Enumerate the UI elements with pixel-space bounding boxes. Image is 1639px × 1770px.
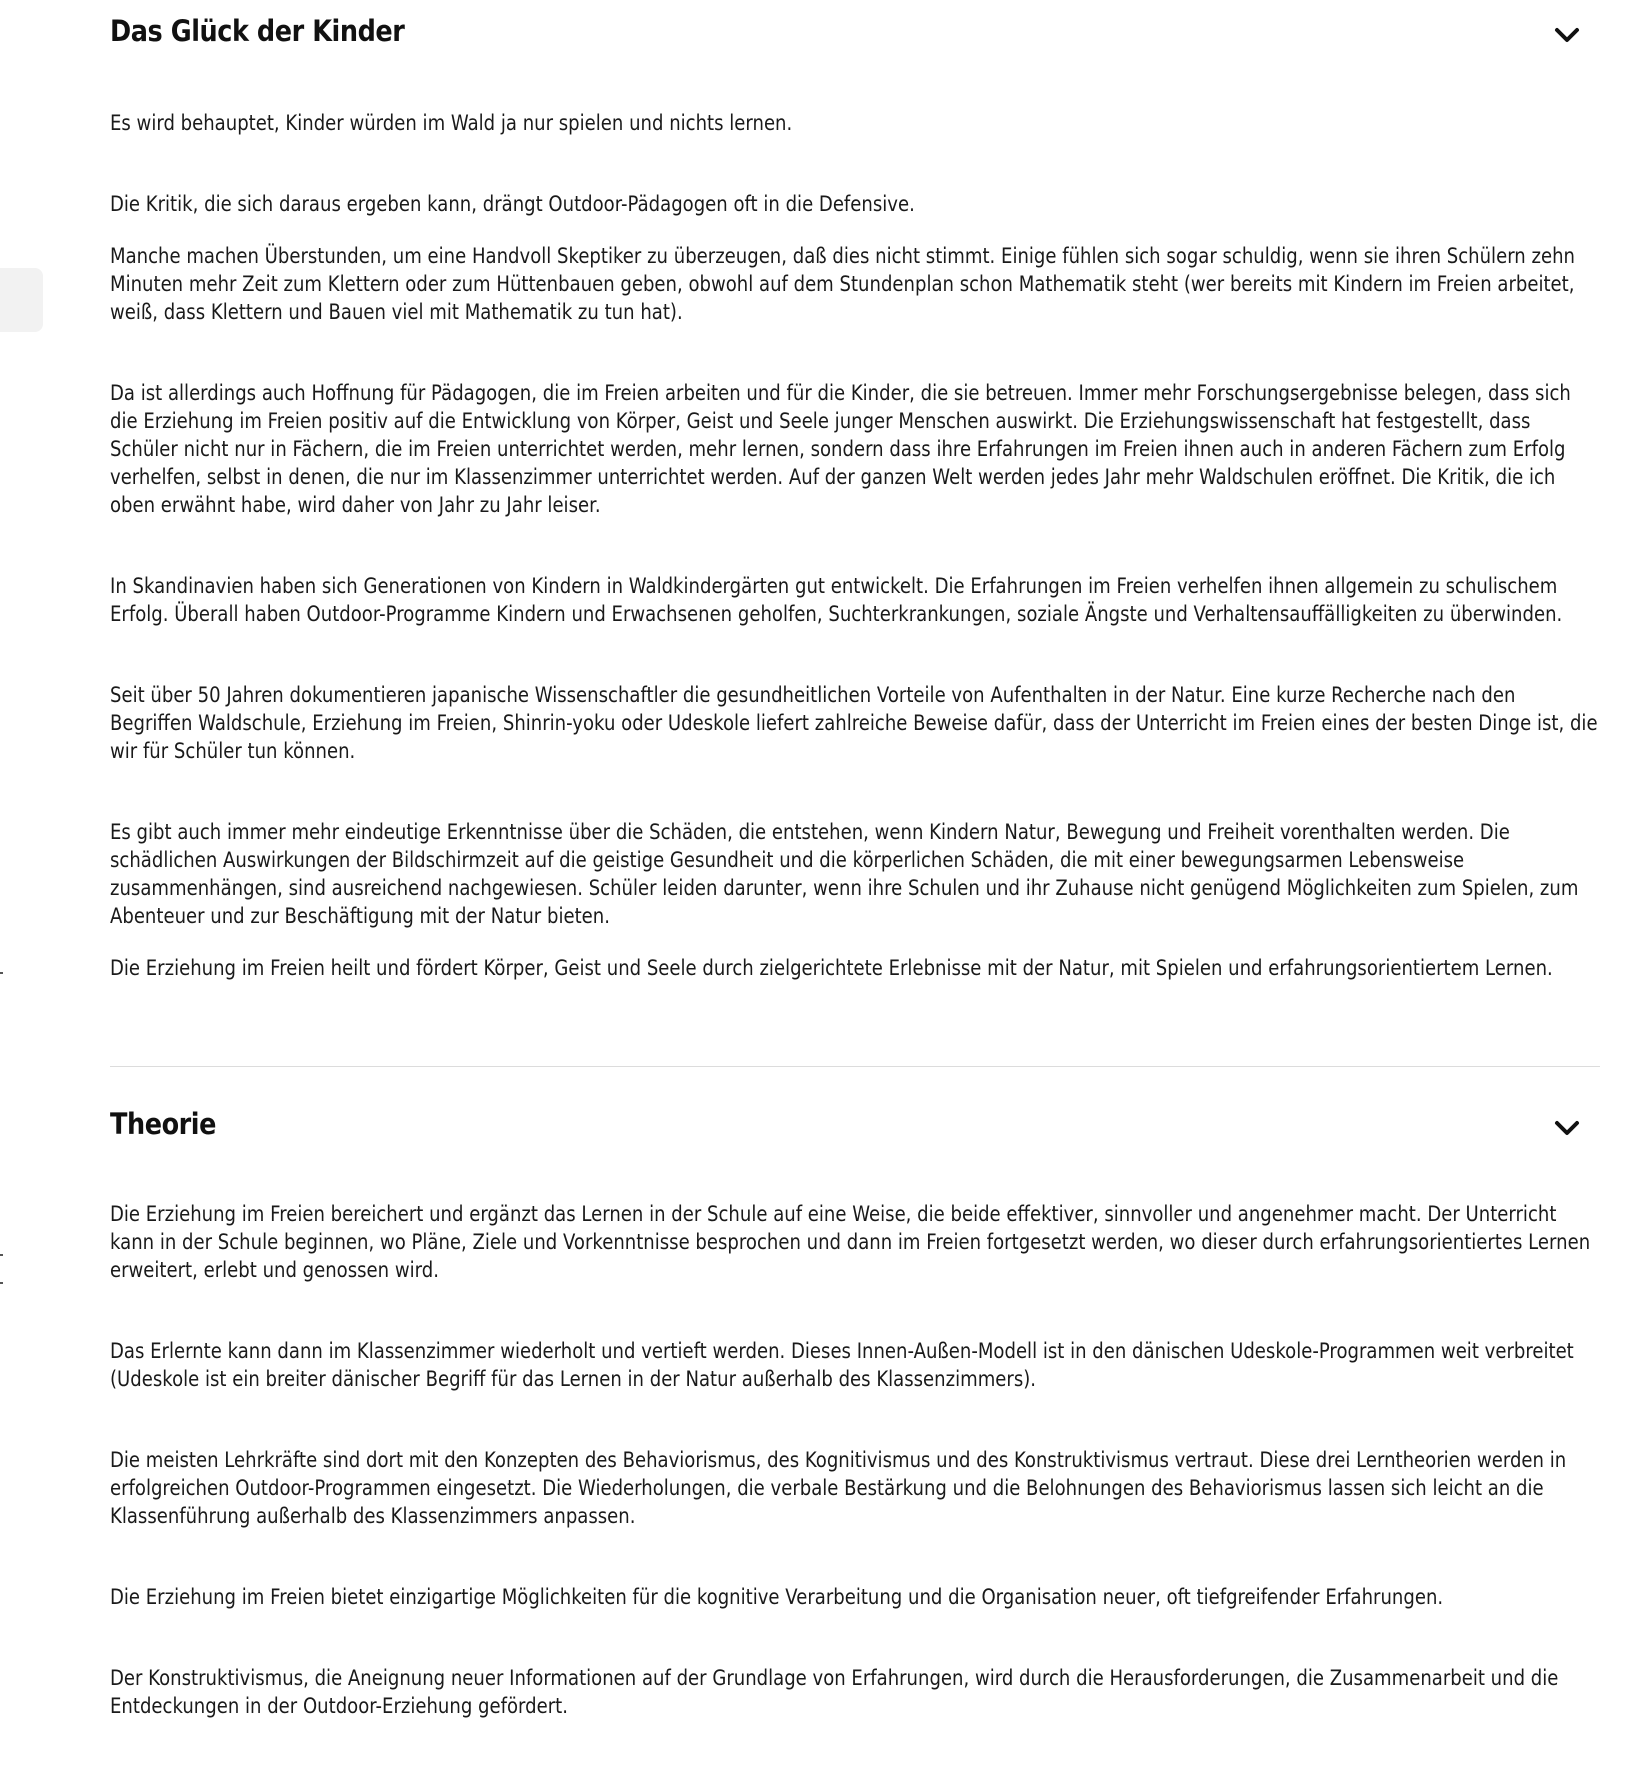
accordion-header-gluck[interactable] xyxy=(110,0,1600,72)
paragraph: Da ist allerdings auch Hoffnung für Pädagogen, die im Freien arbeiten und für die Kinder, die sie betreuen. Immer mehr Forschungsergebnisse belegen, dass sich die Erziehung im Freien positiv auf die Entwicklung von Körper, Geist und Seele junger Menschen auswirkt. Die Erziehungswissenschaft hat festgestellt, dass Schüler nicht nur in Fächern, die im Freien unterrichtet werden, mehr lernen, sondern dass ihre Erfahrungen im Freien ihnen auch in anderen Fächern zum Erfolg verhelfen, selbst in denen, die nur im Klassenzimmer unterrichtet werden. Auf der ganzen Welt werden jedes Jahr mehr Waldschulen eröffnet. Die Kritik, die ich oben erwähnt habe, wird daher von Jahr zu Jahr leiser. xyxy=(110,381,1571,517)
accordion xyxy=(110,0,1600,1720)
accordion-header-theorie[interactable] xyxy=(110,1093,1600,1165)
paragraph: Die Erziehung im Freien bietet einzigartige Möglichkeiten für die kognitive Verarbeitung und die Organisation neuer, oft tiefgreifender Erfahrungen. xyxy=(110,1585,1444,1609)
paragraph: In Skandinavien haben sich Generationen von Kindern in Waldkindergärten gut entwickelt. Die Erfahrungen im Freien verhelfen ihnen allgemein zu schulischem Erfolg. Überall haben Outdoor-Programme Kindern und Erwachsenen geholfen, Suchterkrankungen, soziale Ängste und Verhaltensauffälligkeiten zu überwinden. xyxy=(110,574,1563,626)
side-tab[interactable] xyxy=(0,268,43,332)
chevron-down-icon[interactable] xyxy=(1552,1113,1582,1143)
paragraph: Seit über 50 Jahren dokumentieren japanische Wissenschaftler die gesundheitlichen Vorteile von Aufenthalten in der Natur. Eine kurze Recherche nach den Begriffen Waldschule, Erziehung im Freien, Shinrin-yoku oder Udeskole liefert zahlreiche Beweise dafür, dass der Unterricht im Freien eines der besten Dinge ist, die wir für Schüler tun können. xyxy=(110,683,1598,763)
paragraph: Das Erlernte kann dann im Klassenzimmer wiederholt und vertieft werden. Dieses Innen-Außen-Modell ist in den dänischen Udeskole-Programmen weit verbreitet (Udeskole ist ein breiter dänischer Begriff für das Lernen in der Natur außerhalb des Klassenzimmers). xyxy=(110,1339,1574,1391)
paragraph: Es wird behauptet, Kinder würden im Wald ja nur spielen und nichts lernen. xyxy=(110,111,793,135)
paragraph: Die Erziehung im Freien bereichert und ergänzt das Lernen in der Schule auf eine Weise, die beide effektiver, sinnvoller und angenehmer macht. Der Unterricht kann in der Schule beginnen, wo Pläne, Ziele und Vorkenntnisse besprochen und dann im Freien fortgesetzt werden, wo dieser durch erfahrungsorientiertes Lernen erweitert, erlebt und genossen wird. xyxy=(110,1202,1591,1282)
side-mark xyxy=(0,1282,3,1284)
paragraph: Die meisten Lehrkräfte sind dort mit den Konzepten des Behaviorismus, des Kognitivismus und des Konstruktivismus vertraut. Diese drei Lerntheorien werden in erfolgreichen Outdoor-Programmen eingesetzt. Die Wiederholungen, die verbale Bestärkung und die Belohnungen des Behaviorismus lassen sich leicht an die Klassenführung außerhalb des Klassenzimmers anpassen. xyxy=(110,1448,1567,1528)
paragraph: Der Konstruktivismus, die Aneignung neuer Informationen auf der Grundlage von Erfahrungen, wird durch die Herausforderungen, die Zusammenarbeit und die Entdeckungen in der Outdoor-Erziehung gefördert. xyxy=(110,1666,1559,1718)
chevron-down-icon[interactable] xyxy=(1552,20,1582,50)
paragraph: Manche machen Überstunden, um eine Handvoll Skeptiker zu überzeugen, daß dies nicht stimmt. Einige fühlen sich sogar schuldig, wenn sie ihren Schülern zehn Minuten mehr Zeit zum Klettern oder zum Hüttenbauen geben, obwohl auf dem Stundenplan schon Mathematik steht (wer bereits mit Kindern im Freien arbeitet, weiß, dass Klettern und Bauen viel mit Mathematik zu tun hat). xyxy=(110,244,1575,324)
side-mark xyxy=(0,1254,3,1256)
section-title: Das Glück der Kinder xyxy=(110,14,405,48)
paragraph: Es gibt auch immer mehr eindeutige Erkenntnisse über die Schäden, die entstehen, wenn Kindern Natur, Bewegung und Freiheit vorenthalten werden. Die schädlichen Auswirkungen der Bildschirmzeit auf die geistige Gesundheit und die körperlichen Schäden, die mit einer bewegungsarmen Lebensweise zusammenhängen, sind ausreichend nachgewiesen. Schüler leiden darunter, wenn ihre Schulen und ihr Zuhause nicht genügend Möglichkeiten zum Spielen, zum Abenteuer und zur Beschäftigung mit der Natur bieten. xyxy=(110,820,1579,928)
side-mark xyxy=(0,972,3,974)
paragraph: Die Erziehung im Freien heilt und fördert Körper, Geist und Seele durch zielgerichtete Erlebnisse mit der Natur, mit Spielen und erfahrungsorientiertem Lernen. xyxy=(110,956,1553,980)
paragraph: Die Kritik, die sich daraus ergeben kann, drängt Outdoor-Pädagogen oft in die Defensive. xyxy=(110,192,915,216)
section-title: Theorie xyxy=(110,1107,216,1141)
